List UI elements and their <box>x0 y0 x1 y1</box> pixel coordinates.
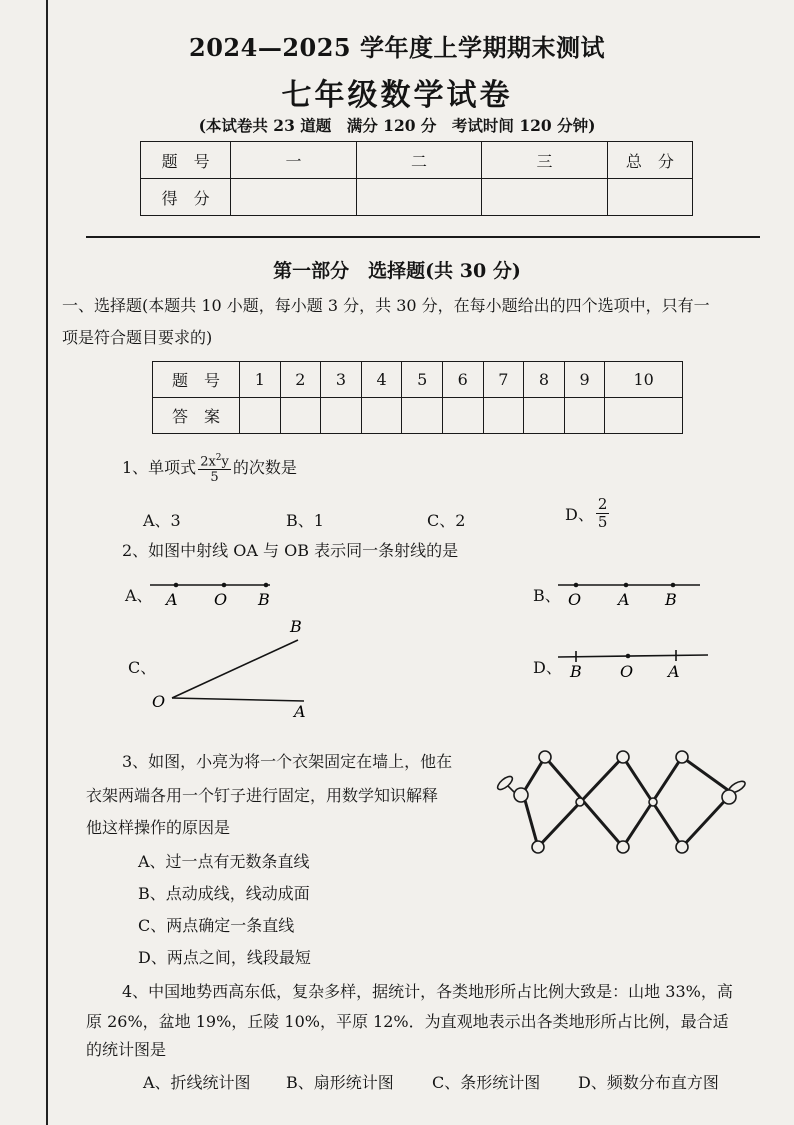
score-header-cell: 总 分 <box>607 142 692 179</box>
answer-number-cell: 5 <box>402 362 443 398</box>
question-4-option-b[interactable]: B、扇形统计图 <box>286 1073 394 1092</box>
option-d-numerator: 2 <box>597 495 608 513</box>
score-header-cell: 二 <box>356 142 482 179</box>
answer-cell[interactable] <box>280 398 321 434</box>
option-d-label: D、 <box>565 505 594 524</box>
point-label-a: A <box>618 590 630 609</box>
point-label-o: O <box>620 662 634 681</box>
point-marker <box>624 583 629 588</box>
point-marker <box>222 583 227 588</box>
question-3-option-a[interactable]: A、过一点有无数条直线 <box>138 852 310 871</box>
score-table-header-row <box>141 142 693 179</box>
answer-number-cell: 6 <box>442 362 483 398</box>
question-3-option-d[interactable]: D、两点之间，线段最短 <box>138 948 311 967</box>
rack-joints <box>532 751 688 853</box>
point-label-b: B <box>570 662 582 681</box>
answer-number-cell: 3 <box>321 362 362 398</box>
section-instruction-line2: 项是符合题目要求的) <box>62 328 213 347</box>
point-marker <box>671 583 676 588</box>
question-3-stem-line1: 3、如图，小亮为将一个衣架固定在墙上，他在 <box>122 752 453 771</box>
answer-number-cell: 10 <box>605 362 683 398</box>
answer-cell[interactable] <box>321 398 362 434</box>
ray-figure-a <box>148 574 278 610</box>
option-d-fraction <box>596 496 610 531</box>
section-instruction-line1: 一、选择题(本题共 10 小题，每小题 3 分，共 30 分，在每小题给出的四个选项中，只有一 <box>62 296 710 315</box>
answer-header-label: 题 号 <box>153 362 240 398</box>
point-label-o: O <box>568 590 582 609</box>
answer-number-cell: 2 <box>280 362 321 398</box>
answer-row-label: 答 案 <box>153 398 240 434</box>
question-2-option-d[interactable]: D、 <box>533 658 562 677</box>
question-2-stem: 2、如图中射线 OA 与 OB 表示同一条射线的是 <box>122 541 459 560</box>
question-4-option-a[interactable]: A、折线统计图 <box>143 1073 251 1092</box>
score-cell-part1[interactable] <box>231 179 357 216</box>
score-table-score-row <box>141 179 693 216</box>
question-1-option-c[interactable]: C、2 <box>427 511 466 530</box>
option-d-denominator: 5 <box>597 513 608 531</box>
score-cell-part3[interactable] <box>482 179 608 216</box>
numerator-exponent: 2 <box>215 453 222 463</box>
question-1-option-a[interactable]: A、3 <box>143 511 181 530</box>
score-header-cell: 三 <box>482 142 608 179</box>
point-label-b: B <box>290 617 302 636</box>
answer-cell[interactable] <box>442 398 483 434</box>
question-3-option-b[interactable]: B、点动成线，线动成面 <box>138 884 310 903</box>
answer-table-number-row <box>153 362 683 398</box>
exam-title-year: 2024—2025 学年度上学期期末测试 <box>189 33 605 62</box>
point-label-a: A <box>294 702 306 721</box>
point-marker <box>264 583 269 588</box>
answer-number-cell: 4 <box>361 362 402 398</box>
question-4-option-d[interactable]: D、频数分布直方图 <box>578 1073 719 1092</box>
question-1-prefix: 1、单项式 <box>122 458 197 478</box>
question-4-stem-line3: 的统计图是 <box>86 1040 167 1059</box>
answer-cell[interactable] <box>361 398 402 434</box>
coat-rack-illustration <box>493 745 747 863</box>
score-header-cell: 一 <box>231 142 357 179</box>
question-1-option-b[interactable]: B、1 <box>286 511 324 530</box>
point-marker <box>174 583 179 588</box>
question-1-stem <box>122 451 297 485</box>
point-label-b: B <box>258 590 270 609</box>
question-2-option-c[interactable]: C、 <box>128 658 157 677</box>
answer-cell[interactable] <box>524 398 565 434</box>
question-2-option-a[interactable]: A、 <box>125 586 153 605</box>
answer-number-cell: 8 <box>524 362 565 398</box>
score-header-cell: 题 号 <box>141 142 231 179</box>
header-divider <box>86 236 760 238</box>
ray-figure-d <box>556 646 712 682</box>
answer-cell[interactable] <box>483 398 524 434</box>
answer-table <box>152 361 683 434</box>
numerator-variable: y <box>221 454 229 470</box>
score-row-label: 得 分 <box>141 179 231 216</box>
question-1-option-d[interactable] <box>565 496 611 531</box>
numerator-base: 2x <box>200 454 216 470</box>
nail-left-icon <box>496 774 528 802</box>
score-cell-total[interactable] <box>607 179 692 216</box>
answer-cell[interactable] <box>564 398 605 434</box>
score-cell-part2[interactable] <box>356 179 482 216</box>
score-table <box>140 141 693 216</box>
question-3-stem-line3: 他这样操作的原因是 <box>86 818 231 837</box>
question-4-stem-line1: 4、中国地势西高东低，复杂多样，据统计，各类地形所占比例大致是：山地 33%，高 <box>122 982 733 1001</box>
question-1-fraction <box>198 451 231 485</box>
point-label-o: O <box>214 590 228 609</box>
exam-subtitle: (本试卷共 23 道题 满分 120 分 考试时间 120 分钟) <box>198 116 596 135</box>
point-label-a: A <box>668 662 680 681</box>
point-label-b: B <box>665 590 677 609</box>
question-1-suffix: 的次数是 <box>232 458 297 478</box>
answer-number-cell: 7 <box>483 362 524 398</box>
rack-lattice <box>523 757 732 847</box>
exam-title-subject: 七年级数学试卷 <box>281 78 513 113</box>
question-4-stem-line2: 原 26%，盆地 19%，丘陵 10%，平原 12%．为直观地表示出各类地形所占比例，最合适 <box>86 1012 729 1031</box>
fraction-numerator <box>198 451 231 470</box>
ray-oa <box>172 698 304 701</box>
fraction-denominator: 5 <box>210 470 219 486</box>
nail-right-icon <box>722 779 747 804</box>
section-title: 第一部分 选择题(共 30 分) <box>273 260 521 282</box>
binding-line <box>46 0 48 1125</box>
question-3-option-c[interactable]: C、两点确定一条直线 <box>138 916 295 935</box>
point-label-a: A <box>166 590 178 609</box>
question-2-option-b[interactable]: B、 <box>533 586 561 605</box>
question-4-option-c[interactable]: C、条形统计图 <box>432 1073 541 1092</box>
answer-cell[interactable] <box>605 398 683 434</box>
answer-number-cell: 1 <box>240 362 281 398</box>
answer-cell[interactable] <box>402 398 443 434</box>
point-marker <box>626 654 631 659</box>
point-marker <box>574 583 579 588</box>
answer-number-cell: 9 <box>564 362 605 398</box>
ray-ob <box>172 640 298 698</box>
line-segment <box>558 655 708 657</box>
answer-table-answer-row <box>153 398 683 434</box>
question-3-stem-line2: 衣架两端各用一个钉子进行固定，用数学知识解释 <box>86 786 439 805</box>
point-label-o: O <box>152 692 166 711</box>
ray-figure-c <box>148 616 318 722</box>
ray-figure-b <box>556 574 706 610</box>
answer-cell[interactable] <box>240 398 281 434</box>
